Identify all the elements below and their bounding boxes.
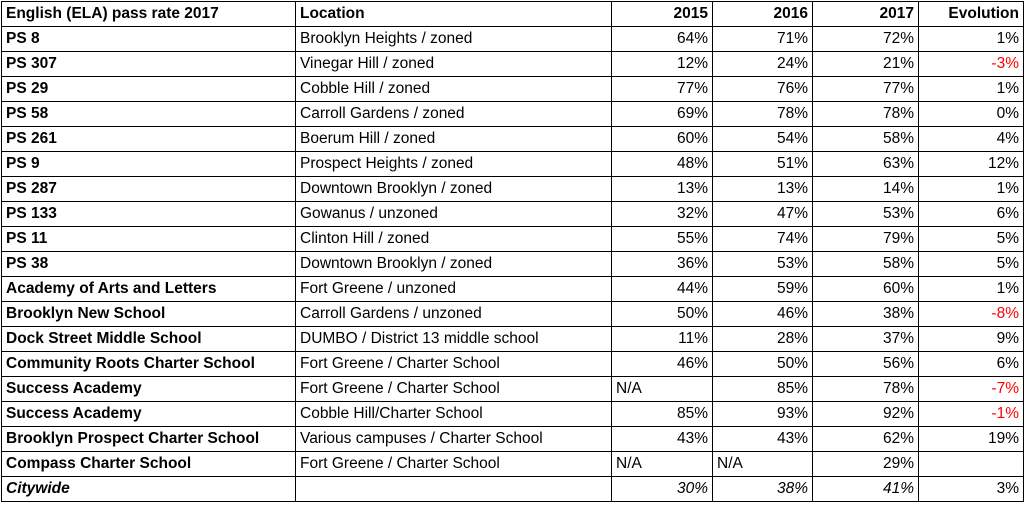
cell-2015: 13%: [612, 177, 713, 202]
cell-2016: 71%: [713, 27, 813, 52]
location-cell: Downtown Brooklyn / zoned: [296, 177, 612, 202]
cell-2017: 78%: [813, 377, 919, 402]
header-row: [2, 2, 1024, 27]
school-name: PS 11: [2, 227, 296, 252]
citywide-cell-2016: 38%: [713, 477, 813, 502]
cell-2017: 63%: [813, 152, 919, 177]
table-row: [2, 452, 1024, 477]
table-body: [2, 2, 1024, 502]
cell-2015: 64%: [612, 27, 713, 52]
school-name: Community Roots Charter School: [2, 352, 296, 377]
cell-2015: 48%: [612, 152, 713, 177]
table-row: [2, 327, 1024, 352]
evolution-cell: -7%: [919, 377, 1024, 402]
cell-2017: 37%: [813, 327, 919, 352]
evolution-cell: -1%: [919, 402, 1024, 427]
cell-2016: 24%: [713, 52, 813, 77]
table-row: [2, 102, 1024, 127]
evolution-cell: 9%: [919, 327, 1024, 352]
header-2016: 2016: [713, 2, 813, 27]
table-row: [2, 302, 1024, 327]
table-row: [2, 127, 1024, 152]
cell-2017: 21%: [813, 52, 919, 77]
cell-2017: 79%: [813, 227, 919, 252]
cell-2015: 50%: [612, 302, 713, 327]
evolution-cell: 1%: [919, 77, 1024, 102]
evolution-cell: 1%: [919, 177, 1024, 202]
evolution-cell: 0%: [919, 102, 1024, 127]
cell-2015: N/A: [612, 377, 713, 402]
cell-2017: 14%: [813, 177, 919, 202]
cell-2015: 77%: [612, 77, 713, 102]
cell-2017: 38%: [813, 302, 919, 327]
evolution-cell: [919, 452, 1024, 477]
cell-2016: 53%: [713, 252, 813, 277]
table-row: [2, 177, 1024, 202]
school-name: PS 287: [2, 177, 296, 202]
cell-2016: 43%: [713, 427, 813, 452]
header-2017: 2017: [813, 2, 919, 27]
citywide-label: Citywide: [2, 477, 296, 502]
evolution-cell: -3%: [919, 52, 1024, 77]
evolution-cell: 6%: [919, 352, 1024, 377]
cell-2016: 51%: [713, 152, 813, 177]
cell-2017: 53%: [813, 202, 919, 227]
header-location: Location: [296, 2, 612, 27]
cell-2016: 78%: [713, 102, 813, 127]
table-row: [2, 152, 1024, 177]
school-name: Dock Street Middle School: [2, 327, 296, 352]
citywide-row: [2, 477, 1024, 502]
cell-2016: 85%: [713, 377, 813, 402]
location-cell: Boerum Hill / zoned: [296, 127, 612, 152]
evolution-cell: 1%: [919, 277, 1024, 302]
location-cell: DUMBO / District 13 middle school: [296, 327, 612, 352]
school-name: PS 307: [2, 52, 296, 77]
location-cell: Gowanus / unzoned: [296, 202, 612, 227]
school-name: PS 38: [2, 252, 296, 277]
cell-2015: 12%: [612, 52, 713, 77]
cell-2016: 47%: [713, 202, 813, 227]
table-row: [2, 252, 1024, 277]
cell-2016: 13%: [713, 177, 813, 202]
school-name: PS 9: [2, 152, 296, 177]
cell-2017: 56%: [813, 352, 919, 377]
cell-2017: 77%: [813, 77, 919, 102]
school-name: PS 8: [2, 27, 296, 52]
school-name: Compass Charter School: [2, 452, 296, 477]
table-row: [2, 277, 1024, 302]
cell-2017: 58%: [813, 127, 919, 152]
location-cell: Carroll Gardens / zoned: [296, 102, 612, 127]
location-cell: Clinton Hill / zoned: [296, 227, 612, 252]
cell-2017: 72%: [813, 27, 919, 52]
school-name: Academy of Arts and Letters: [2, 277, 296, 302]
evolution-cell: 12%: [919, 152, 1024, 177]
cell-2017: 29%: [813, 452, 919, 477]
cell-2016: 93%: [713, 402, 813, 427]
cell-2015: 85%: [612, 402, 713, 427]
table-row: [2, 77, 1024, 102]
table-row: [2, 227, 1024, 252]
school-name: Brooklyn New School: [2, 302, 296, 327]
evolution-cell: 6%: [919, 202, 1024, 227]
location-cell: Cobble Hill / zoned: [296, 77, 612, 102]
location-cell: Fort Greene / Charter School: [296, 452, 612, 477]
evolution-cell: 1%: [919, 27, 1024, 52]
cell-2015: 36%: [612, 252, 713, 277]
location-cell: Downtown Brooklyn / zoned: [296, 252, 612, 277]
evolution-cell: 5%: [919, 252, 1024, 277]
cell-2017: 62%: [813, 427, 919, 452]
cell-2015: 46%: [612, 352, 713, 377]
cell-2017: 78%: [813, 102, 919, 127]
cell-2016: 28%: [713, 327, 813, 352]
citywide-evolution: 3%: [919, 477, 1024, 502]
cell-2016: 54%: [713, 127, 813, 152]
school-name: PS 58: [2, 102, 296, 127]
table-row: [2, 27, 1024, 52]
cell-2016: 46%: [713, 302, 813, 327]
cell-2016: 76%: [713, 77, 813, 102]
table-row: [2, 202, 1024, 227]
citywide-location: [296, 477, 612, 502]
location-cell: Fort Greene / Charter School: [296, 352, 612, 377]
header-2015: 2015: [612, 2, 713, 27]
cell-2015: 32%: [612, 202, 713, 227]
table-row: [2, 427, 1024, 452]
header-school: English (ELA) pass rate 2017: [2, 2, 296, 27]
evolution-cell: 19%: [919, 427, 1024, 452]
citywide-cell-2017: 41%: [813, 477, 919, 502]
cell-2016: 59%: [713, 277, 813, 302]
school-name: PS 261: [2, 127, 296, 152]
cell-2015: 11%: [612, 327, 713, 352]
cell-2015: 60%: [612, 127, 713, 152]
table-row: [2, 402, 1024, 427]
location-cell: Carroll Gardens / unzoned: [296, 302, 612, 327]
evolution-cell: -8%: [919, 302, 1024, 327]
cell-2015: 55%: [612, 227, 713, 252]
ela-pass-rate-table: [1, 1, 1024, 502]
location-cell: Fort Greene / unzoned: [296, 277, 612, 302]
school-name: Brooklyn Prospect Charter School: [2, 427, 296, 452]
location-cell: Cobble Hill/Charter School: [296, 402, 612, 427]
school-name: Success Academy: [2, 402, 296, 427]
school-name: PS 29: [2, 77, 296, 102]
evolution-cell: 5%: [919, 227, 1024, 252]
location-cell: Vinegar Hill / zoned: [296, 52, 612, 77]
cell-2015: 44%: [612, 277, 713, 302]
evolution-cell: 4%: [919, 127, 1024, 152]
cell-2016: 74%: [713, 227, 813, 252]
table-row: [2, 377, 1024, 402]
cell-2015: 69%: [612, 102, 713, 127]
header-evolution: Evolution: [919, 2, 1024, 27]
table-row: [2, 52, 1024, 77]
location-cell: Brooklyn Heights / zoned: [296, 27, 612, 52]
school-name: Success Academy: [2, 377, 296, 402]
citywide-cell-2015: 30%: [612, 477, 713, 502]
location-cell: Fort Greene / Charter School: [296, 377, 612, 402]
cell-2017: 58%: [813, 252, 919, 277]
cell-2017: 92%: [813, 402, 919, 427]
school-name: PS 133: [2, 202, 296, 227]
cell-2016: N/A: [713, 452, 813, 477]
table-row: [2, 352, 1024, 377]
cell-2017: 60%: [813, 277, 919, 302]
cell-2015: N/A: [612, 452, 713, 477]
location-cell: Prospect Heights / zoned: [296, 152, 612, 177]
cell-2015: 43%: [612, 427, 713, 452]
cell-2016: 50%: [713, 352, 813, 377]
location-cell: Various campuses / Charter School: [296, 427, 612, 452]
